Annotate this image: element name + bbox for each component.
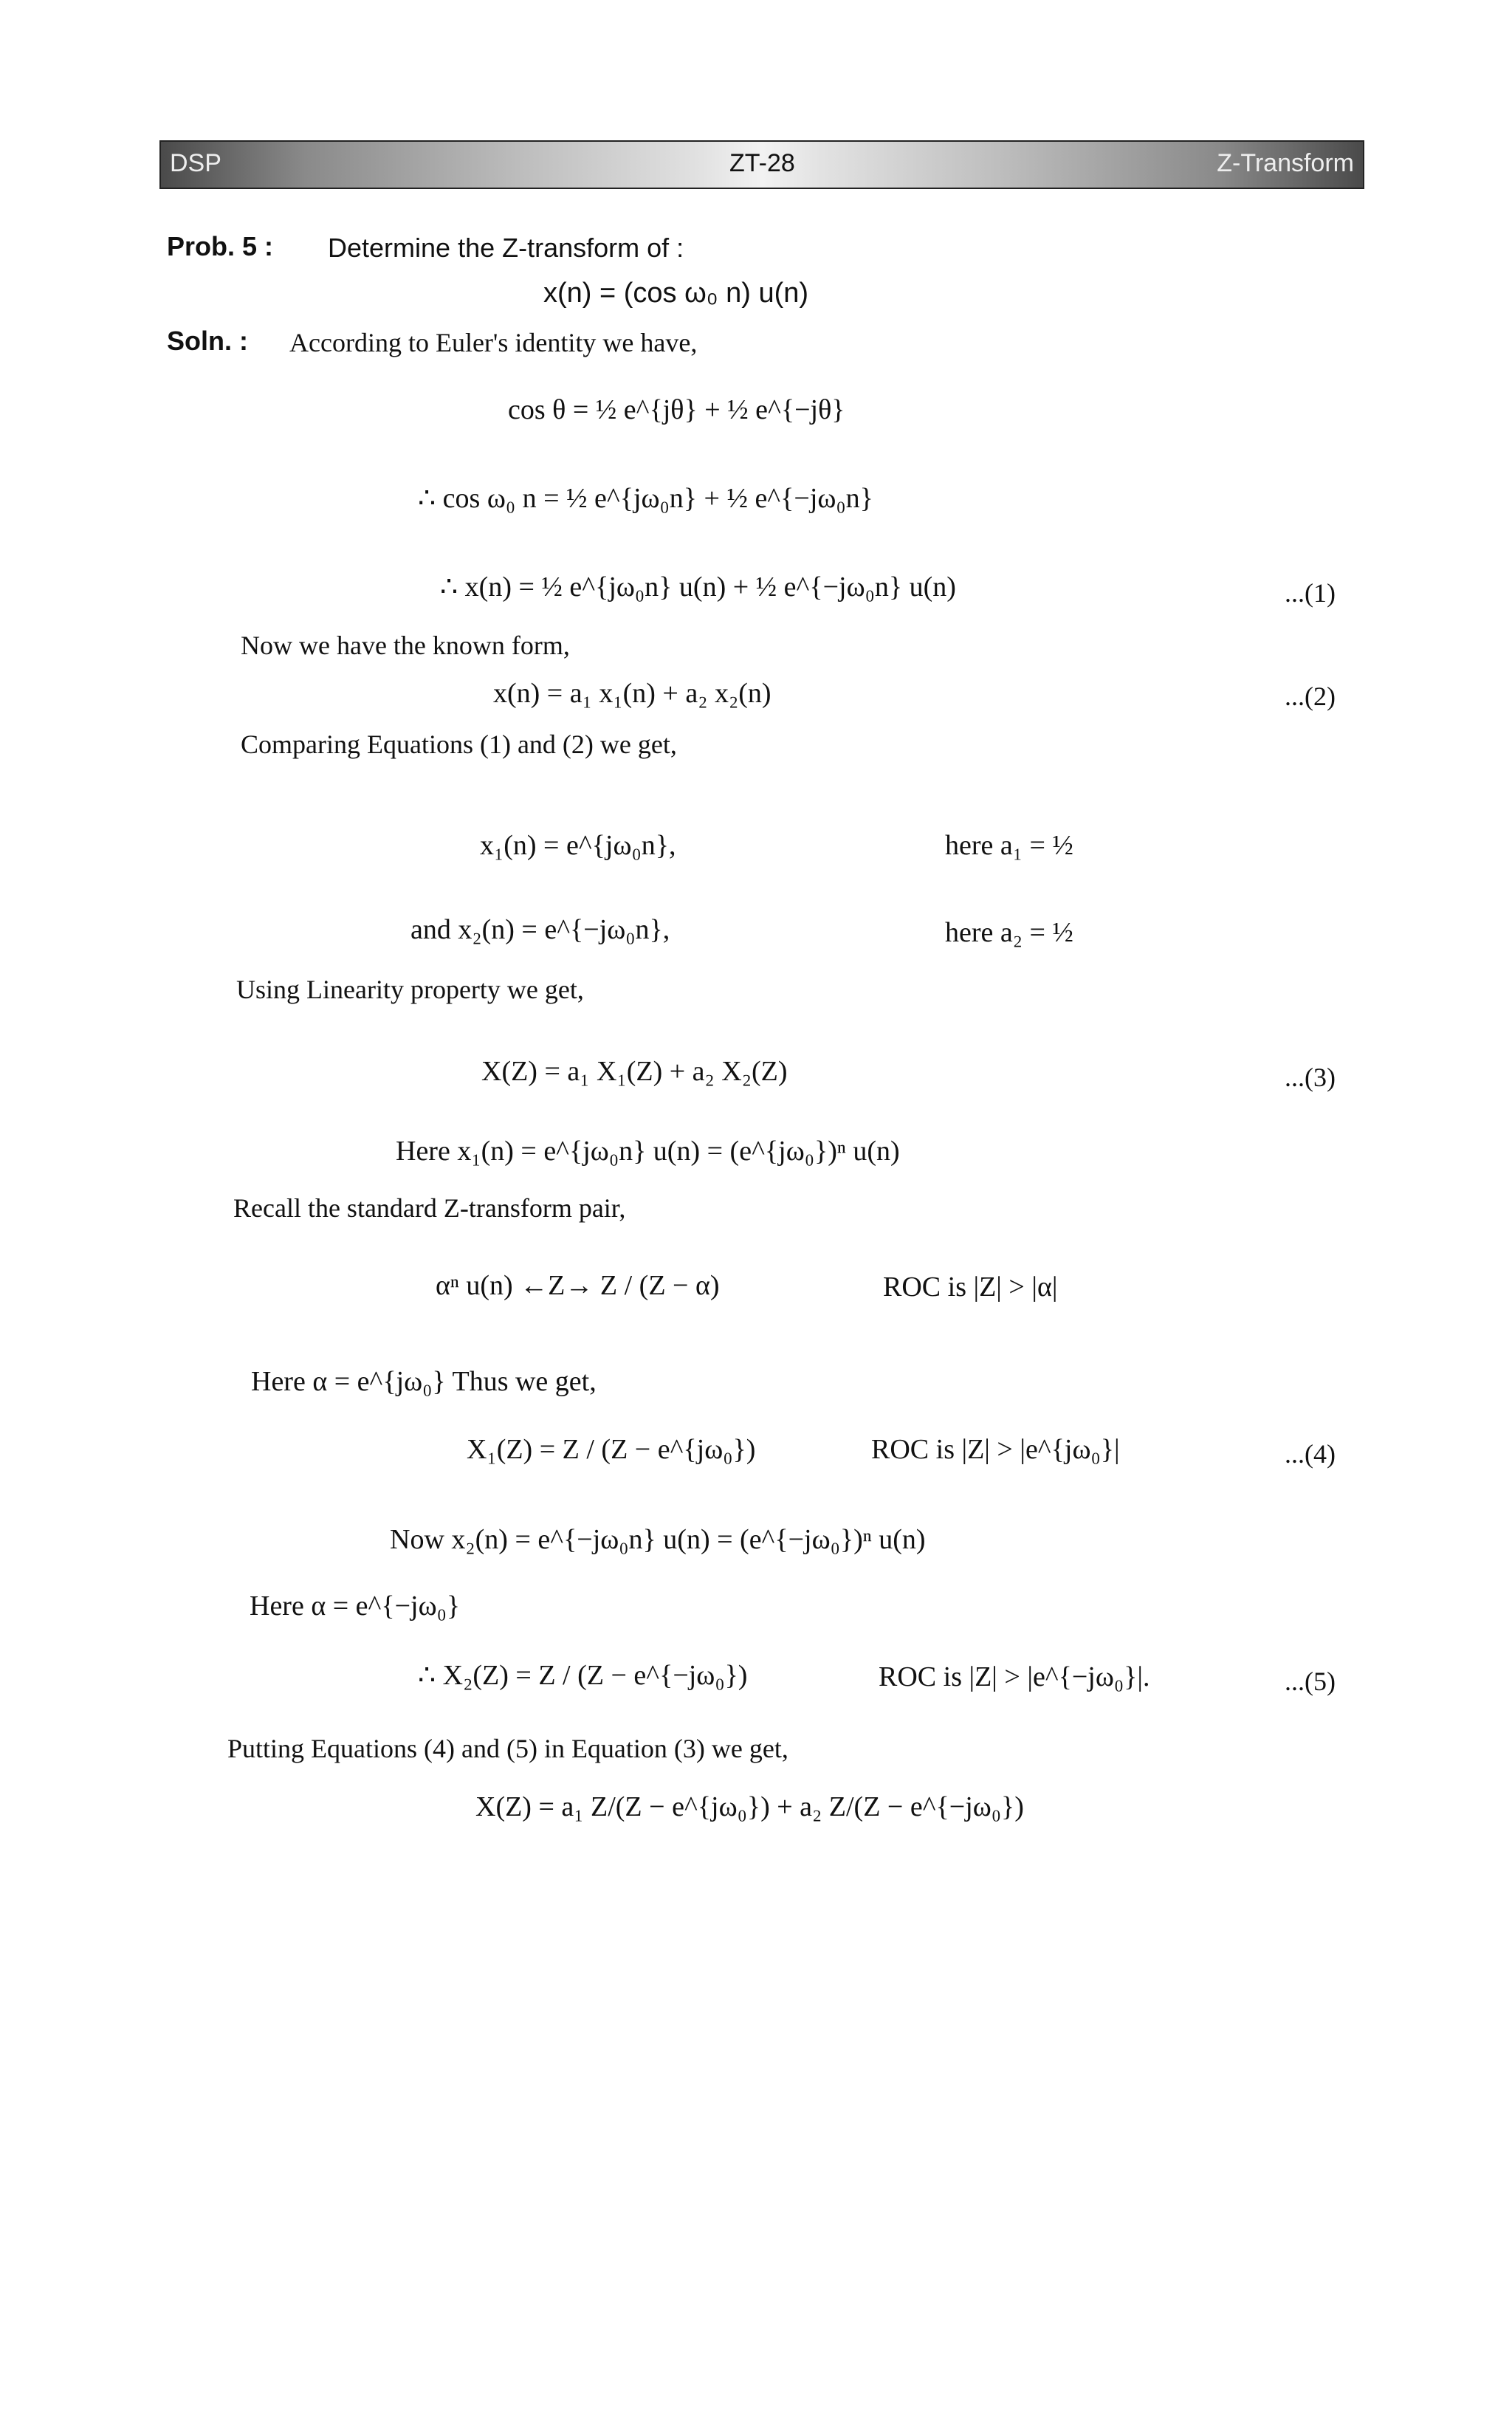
eq-x2: and x₂(n) = e^{−jω₀n},	[410, 914, 670, 945]
roc-5: ROC is |Z| > |e^{−jω₀}|.	[879, 1661, 1150, 1692]
equation-tag-2: ...(2)	[1285, 682, 1336, 711]
eq-X2Z: ∴ X₂(Z) = Z / (Z − e^{−jω₀})	[418, 1660, 748, 1691]
here-a1: here a₁ = ½	[945, 830, 1073, 861]
known-form-text: Now we have the known form,	[241, 631, 570, 660]
eq-x2n: Now x₂(n) = e^{−jω₀n} u(n) = (e^{−jω₀})ⁿ u(n)	[390, 1524, 926, 1555]
eq-known-form: x(n) = a₁ x₁(n) + a₂ x₂(n)	[493, 678, 772, 709]
eq-XZ: X(Z) = a₁ X₁(Z) + a₂ X₂(Z)	[481, 1056, 788, 1087]
eq-x1: x₁(n) = e^{jω₀n},	[480, 830, 676, 861]
eq-here-x1: Here x₁(n) = e^{jω₀n} u(n) = (e^{jω₀})ⁿ u(n)	[396, 1136, 900, 1167]
equation-tag-1: ...(1)	[1285, 578, 1336, 608]
putting-text: Putting Equations (4) and (5) in Equation (3) we get,	[227, 1734, 788, 1763]
eq-cos-theta: cos θ = ½ e^{jθ} + ½ e^{−jθ}	[508, 394, 845, 425]
eq-z-pair: αⁿ u(n) ←Z→ Z / (Z − α)	[436, 1270, 720, 1301]
prob-text: Determine the Z-transform of :	[328, 233, 684, 263]
eq-alpha-1: Here α = e^{jω₀} Thus we get,	[251, 1366, 597, 1397]
equation-tag-5: ...(5)	[1285, 1667, 1336, 1696]
compare-text: Comparing Equations (1) and (2) we get,	[241, 730, 677, 759]
eq-alpha-2: Here α = e^{−jω₀}	[250, 1590, 461, 1622]
prob-label: Prob. 5 :	[167, 231, 274, 261]
eq-X1Z: X₁(Z) = Z / (Z − e^{jω₀})	[467, 1434, 756, 1465]
page-number: ZT-28	[729, 149, 795, 177]
here-a2: here a₂ = ½	[945, 917, 1073, 948]
roc-pair: ROC is |Z| > |α|	[883, 1272, 1058, 1303]
eq-final: X(Z) = a₁ Z/(Z − e^{jω₀}) + a₂ Z/(Z − e^{−jω₀})	[475, 1791, 1024, 1822]
given-equation: x(n) = (cos ω₀ n) u(n)	[543, 278, 809, 309]
soln-label: Soln. :	[167, 326, 248, 356]
roc-4: ROC is |Z| > |e^{jω₀}|	[871, 1434, 1120, 1465]
eq-x-n: ∴ x(n) = ½ e^{jω₀n} u(n) + ½ e^{−jω₀n} u(n)	[440, 572, 956, 603]
header-left: DSP	[170, 149, 221, 177]
equation-tag-4: ...(4)	[1285, 1439, 1336, 1469]
recall-text: Recall the standard Z-transform pair,	[233, 1193, 626, 1223]
header-right: Z-Transform	[1217, 149, 1354, 177]
page-header-bar	[159, 140, 1364, 189]
linearity-text: Using Linearity property we get,	[236, 975, 584, 1004]
soln-text: According to Euler's identity we have,	[289, 328, 698, 357]
eq-cos-w0n: ∴ cos ω₀ n = ½ e^{jω₀n} + ½ e^{−jω₀n}	[418, 483, 873, 514]
equation-tag-3: ...(3)	[1285, 1063, 1336, 1092]
